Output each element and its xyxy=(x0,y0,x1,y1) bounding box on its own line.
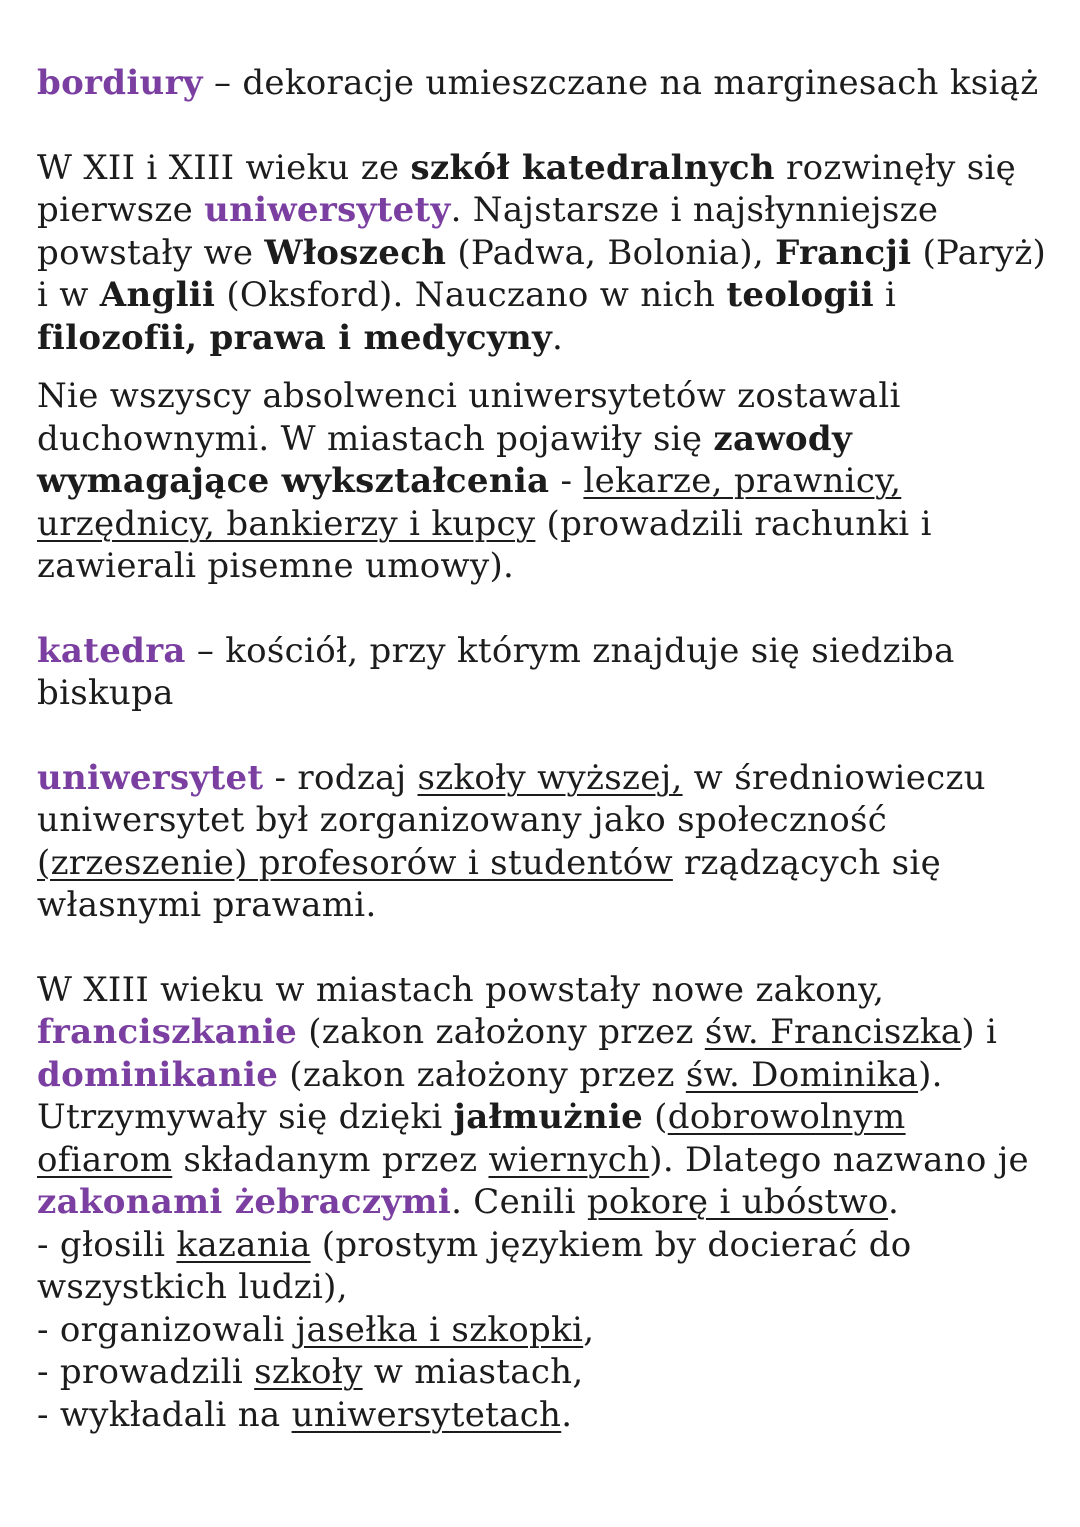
underlined-term: uniwersytetach xyxy=(291,1394,562,1435)
highlight-term: franciszkanie xyxy=(37,1012,298,1052)
bold-term: Anglii xyxy=(99,275,216,315)
definition-katedra xyxy=(37,630,1047,715)
underlined-term: pokorę i ubóstwo xyxy=(586,1182,889,1222)
text: W XIII wieku w miastach powstały nowe zakony, xyxy=(37,969,885,1010)
text: w średniowieczu uniwersytet był zorganizowany jako społeczność xyxy=(37,757,986,840)
paragraph-graduates xyxy=(37,375,1047,588)
text: składanym przez xyxy=(172,1139,489,1180)
underlined-term: (zrzeszenie) profesorów i studentów xyxy=(37,842,673,883)
list-item xyxy=(37,1351,1047,1394)
text: - xyxy=(549,461,584,501)
text: w miastach, xyxy=(362,1352,584,1392)
list-item xyxy=(37,1309,1047,1352)
text: W XII i XIII wieku ze xyxy=(37,147,411,188)
text: . xyxy=(888,1182,900,1222)
text: . Najstarsze i najsłynniejsze powstały we xyxy=(37,190,939,273)
term-uniwersytet: uniwersytet xyxy=(37,757,264,798)
bold-term: Włoszech xyxy=(264,232,447,273)
underlined-term: lekarze, prawnicy, urzędnicy, bankierzy i kupcy xyxy=(37,461,902,544)
text: (prowadzili rachunki i zawierali pisemne umowy). xyxy=(37,503,932,586)
definition-text: – kościół, przy którym znajduje się siedziba biskupa xyxy=(37,630,955,713)
text: (Paryż) i w xyxy=(37,232,1047,315)
text: (zakon założony przez xyxy=(278,1054,686,1095)
text: - prowadzili xyxy=(37,1352,255,1392)
text: ). Dlatego nazwano je xyxy=(649,1139,1029,1180)
text: rozwinęły się pierwsze xyxy=(37,147,1017,230)
bold-term: jałmużnie xyxy=(453,1097,644,1137)
text: - głosili xyxy=(37,1224,177,1265)
highlight-term: zakonami żebraczymi xyxy=(37,1182,452,1222)
underlined-term: szkoły wyższej, xyxy=(417,757,683,798)
list-item xyxy=(37,1224,1047,1309)
paragraph-mendicant-orders xyxy=(37,969,1047,1224)
text: . Cenili xyxy=(451,1182,587,1222)
text: . xyxy=(552,317,564,358)
underlined-term: św. Dominika xyxy=(685,1054,919,1095)
definition-uniwersytet xyxy=(37,757,1047,927)
text: rządzących się własnymi prawami. xyxy=(37,842,942,925)
underlined-term: św. Franciszka xyxy=(704,1012,962,1052)
highlight-term: uniwersytety xyxy=(204,190,451,230)
text: - wykładali na xyxy=(37,1394,292,1435)
term-bordiury: bordiury xyxy=(37,63,203,103)
note-page xyxy=(37,62,1047,1436)
text: Nie wszyscy absolwenci uniwersytetów zostawali duchownymi. W miastach pojawiły się xyxy=(37,376,901,459)
text: (prostym językiem by docierać do wszystkich ludzi), xyxy=(37,1224,912,1307)
highlight-term: dominikanie xyxy=(37,1054,279,1095)
text: i xyxy=(873,275,897,315)
list-item xyxy=(37,1394,1047,1437)
text: - organizowali xyxy=(37,1309,296,1350)
definition-bordiury xyxy=(37,62,1047,105)
bold-term: filozofii, prawa i medycyny xyxy=(37,317,553,358)
text: (zakon założony przez xyxy=(297,1012,705,1052)
underlined-term: jasełka i szkopki xyxy=(295,1309,584,1350)
paragraph-universities-origin xyxy=(37,147,1047,360)
underlined-term: wiernych xyxy=(488,1139,650,1180)
bold-term: zawody wymagające wykształcenia xyxy=(37,418,853,501)
underlined-term: dobrowolnym ofiarom xyxy=(37,1097,906,1180)
text: (Oksford). Nauczano w nich xyxy=(215,275,727,315)
activities-list xyxy=(37,1224,1047,1437)
bold-term: Francji xyxy=(775,232,912,273)
bold-term: teologii xyxy=(726,275,874,315)
underlined-term: kazania xyxy=(176,1224,311,1265)
underlined-term: szkoły xyxy=(254,1352,363,1392)
definition-text: – dekoracje umieszczane na marginesach książ xyxy=(202,63,1039,103)
bold-term: szkół katedralnych xyxy=(410,147,775,188)
text: ( xyxy=(643,1097,668,1137)
text: - rodzaj xyxy=(263,757,418,798)
text: ). Utrzymywały się dzięki xyxy=(37,1054,943,1137)
text: (Padwa, Bolonia), xyxy=(446,232,776,273)
term-katedra: katedra xyxy=(37,630,186,671)
text: , xyxy=(583,1309,595,1350)
text: ) i xyxy=(961,1012,998,1052)
text: . xyxy=(561,1394,573,1435)
